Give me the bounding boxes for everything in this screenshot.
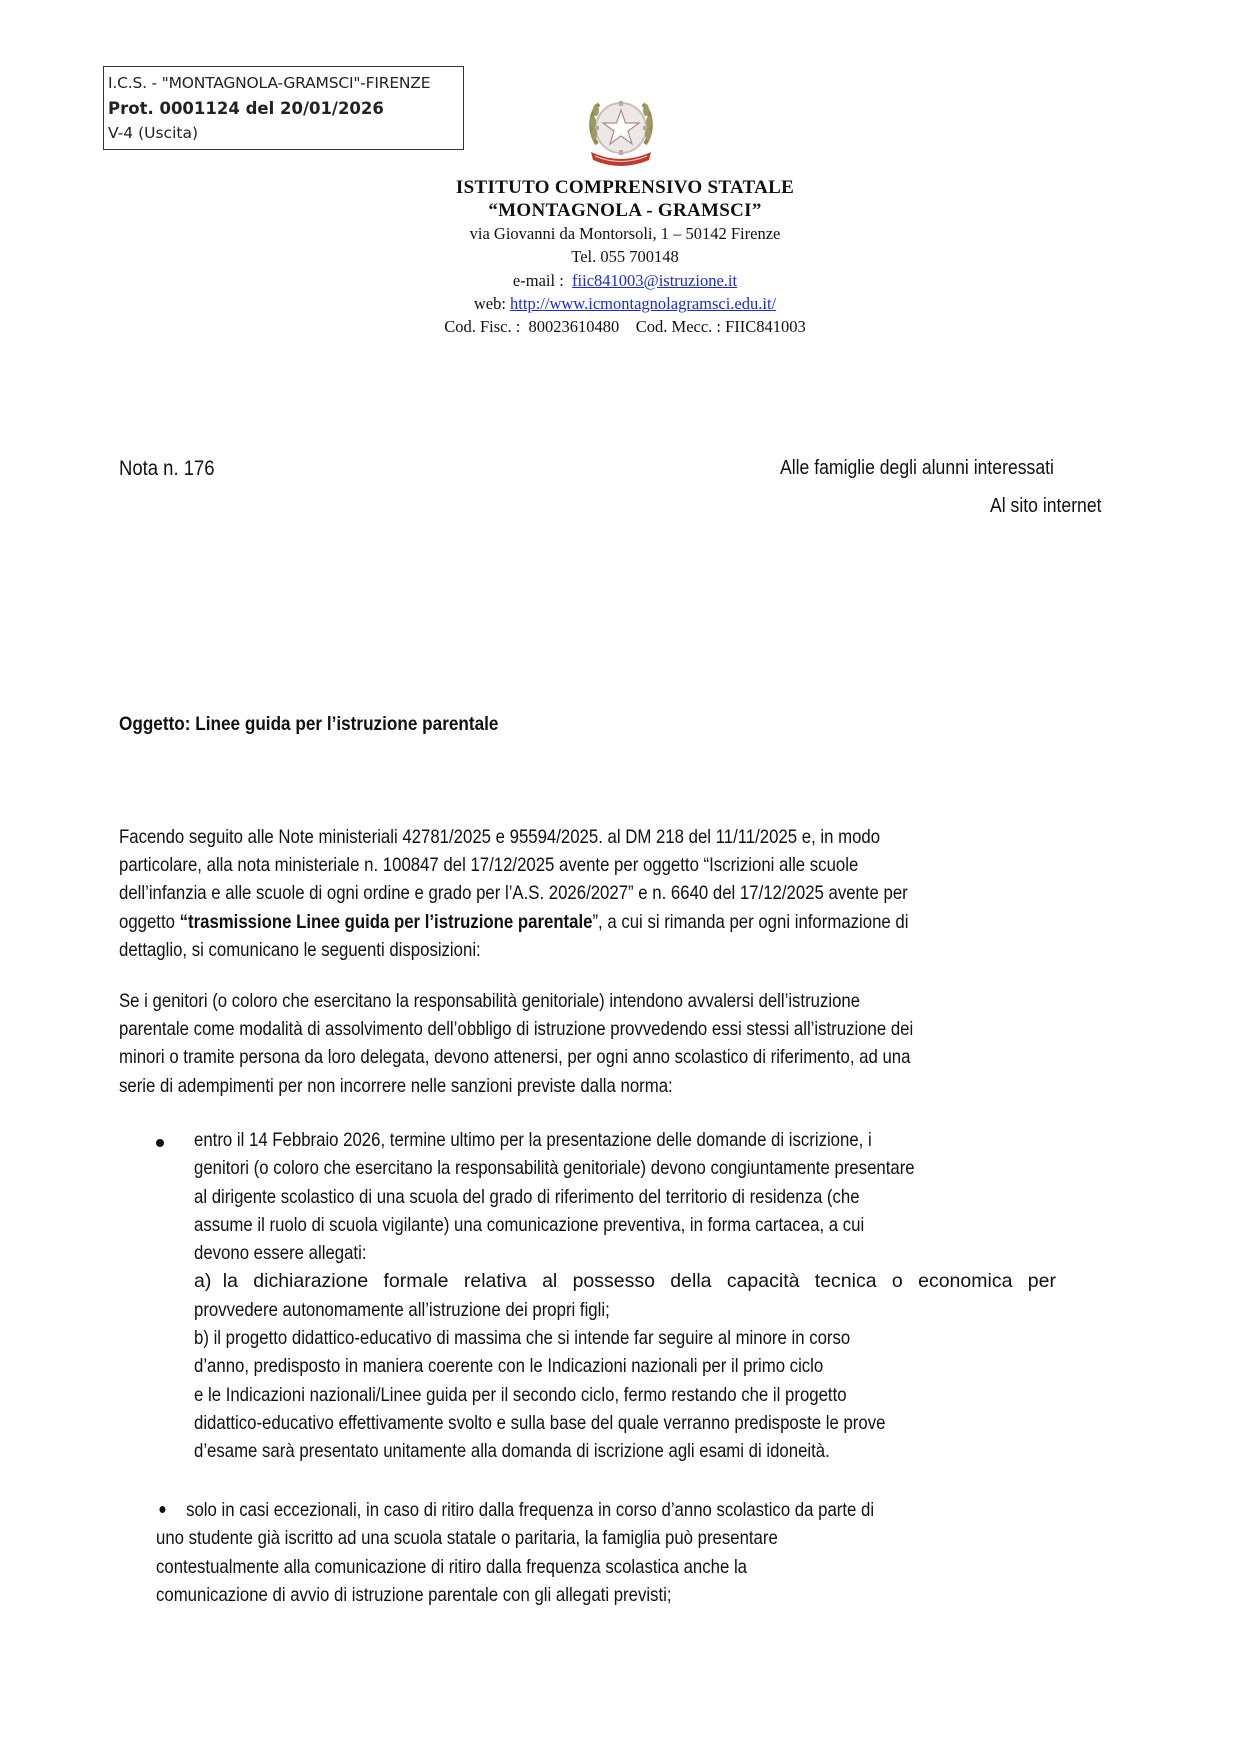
nota-number: Nota n. 176	[119, 457, 215, 480]
bullet-icon	[159, 1506, 165, 1513]
paragraph-parents	[119, 987, 1129, 1100]
text-line: dell’infanzia e alle scuole di ogni ordine e grado per l’A.S. 2026/2027” e n. 6640 del 17/12/2025 avente per	[119, 882, 908, 905]
word: relativa	[463, 1270, 527, 1293]
repubblica-italiana-emblem-icon	[583, 92, 659, 170]
word: dichiarazione	[253, 1270, 369, 1293]
text-line: al dirigente scolastico di una scuola del grado di riferimento del territorio di residenza (che	[194, 1185, 860, 1208]
school-name: “MONTAGNOLA - GRAMSCI”	[488, 200, 762, 221]
text-line: serie di adempimenti per non incorrere nelle sanzioni previste dalla norma:	[119, 1074, 673, 1097]
text-line: uno studente già iscritto ad una scuola statale o paritaria, la famiglia può presentare	[156, 1527, 778, 1550]
word: della	[670, 1270, 712, 1293]
word: tecnica	[814, 1270, 877, 1293]
text-line: comunicazione di avvio di istruzione parentale con gli allegati previsti;	[156, 1583, 672, 1606]
protocol-stamp	[103, 66, 464, 150]
school-phone: Tel. 055 700148	[571, 247, 679, 267]
text-line: entro il 14 Febbraio 2026, termine ultimo per la presentazione delle domande di iscrizione, i	[194, 1129, 872, 1151]
text-line: e le Indicazioni nazionali/Linee guida per il secondo ciclo, fermo restando che il progetto	[194, 1383, 847, 1406]
recipient-families: Alle famiglie degli alunni interessati	[780, 457, 1054, 479]
text-line: didattico-educativo effettivamente svolto e sulla base del quale verranno predisposte le prove	[194, 1411, 886, 1434]
website-link[interactable]: http://www.icmontagnolagramsci.edu.it/	[510, 293, 777, 313]
text-line: dettaglio, si comunicano le seguenti disposizioni:	[119, 938, 481, 961]
text-line: particolare, alla nota ministeriale n. 100847 del 17/12/2025 avente per oggetto “Iscrizioni alle scuole	[119, 854, 859, 877]
text-line: provvedere autonomamente all’istruzione dei propri figli;	[194, 1298, 610, 1321]
text-line: b) il progetto didattico-educativo di massima che si intende far seguire al minore in corso	[194, 1327, 851, 1350]
word: capacità	[726, 1270, 800, 1293]
protocol-class: V-4 (Uscita)	[108, 124, 198, 142]
word: al	[542, 1270, 558, 1293]
text-line: Facendo seguito alle Note ministeriali 42781/2025 e 95594/2025. al DM 218 del 11/11/2025 e, in modo	[119, 826, 881, 848]
email-link[interactable]: fiic841003@istruzione.it	[572, 270, 738, 290]
school-address: via Giovanni da Montorsoli, 1 – 50142 Firenze	[469, 224, 781, 243]
text-fragment: ”, a cui si rimanda per ogni informazione di	[592, 910, 909, 933]
word: formale	[383, 1270, 449, 1293]
bold-reference: “trasmissione Linee guida per l’istruzione parentale	[179, 910, 593, 933]
paragraph-intro	[119, 823, 1129, 964]
text-line: d’esame sarà presentato unitamente alla domanda di iscrizione agli esami di idoneità.	[194, 1440, 830, 1463]
subject-line: Oggetto: Linee guida per l’istruzione parentale	[119, 713, 499, 735]
list-item-text	[194, 1126, 1056, 1466]
word: a) la	[194, 1270, 238, 1293]
text-line: minori o tramite persona da loro delegata, devono attenersi, per ogni anno scolastico di riferimento, ad una	[119, 1046, 911, 1069]
text-line	[156, 1496, 874, 1524]
word: o	[891, 1270, 903, 1293]
text-line: assume il ruolo di scuola vigilante) una comunicazione preventiva, in forma cartacea, a cui	[194, 1213, 865, 1236]
school-header	[330, 176, 920, 338]
text-line: d’anno, predisposto in maniera coerente con le Indicazioni nazionali per il primo ciclo	[194, 1355, 824, 1378]
email-label: e-mail :	[512, 270, 564, 290]
word: economica	[918, 1270, 1013, 1293]
school-codes: Cod. Fisc. : 80023610480 Cod. Mecc. : FIIC841003	[444, 317, 806, 337]
bullet-icon	[156, 1139, 164, 1147]
text-line	[119, 908, 908, 936]
protocol-number: Prot. 0001124 del 20/01/2026	[108, 99, 384, 118]
text-line: genitori (o coloro che esercitano la responsabilità genitoriale) devono congiuntamente presentare	[194, 1157, 915, 1180]
word: per	[1027, 1270, 1056, 1293]
text-line: Se i genitori (o coloro che esercitano la responsabilità genitoriale) intendono avvalersi dell’istruzione	[119, 990, 861, 1012]
web-label: web:	[473, 293, 506, 313]
text-line: parentale come modalità di assolvimento dell’obbligo di istruzione provvedendo essi stessi all’istruzione dei	[119, 1018, 914, 1041]
protocol-school: I.C.S. - "MONTAGNOLA-GRAMSCI"-FIRENZE	[108, 74, 431, 92]
text-fragment: oggetto	[119, 910, 180, 933]
text-fragment: solo in casi eccezionali, in caso di ritiro dalla frequenza in corso d’anno scolastico da parte di	[186, 1499, 875, 1521]
school-web-row	[330, 292, 920, 315]
list-item-withdrawal	[156, 1496, 991, 1609]
recipient-website: Al sito internet	[990, 495, 1102, 517]
school-email-row	[330, 269, 920, 292]
text-line-justified	[194, 1267, 1056, 1295]
text-line: devono essere allegati:	[194, 1242, 367, 1265]
word: possesso	[572, 1270, 655, 1293]
school-type: ISTITUTO COMPRENSIVO STATALE	[455, 177, 795, 198]
text-line: contestualmente alla comunicazione di ritiro dalla frequenza scolastica anche la	[156, 1555, 748, 1578]
